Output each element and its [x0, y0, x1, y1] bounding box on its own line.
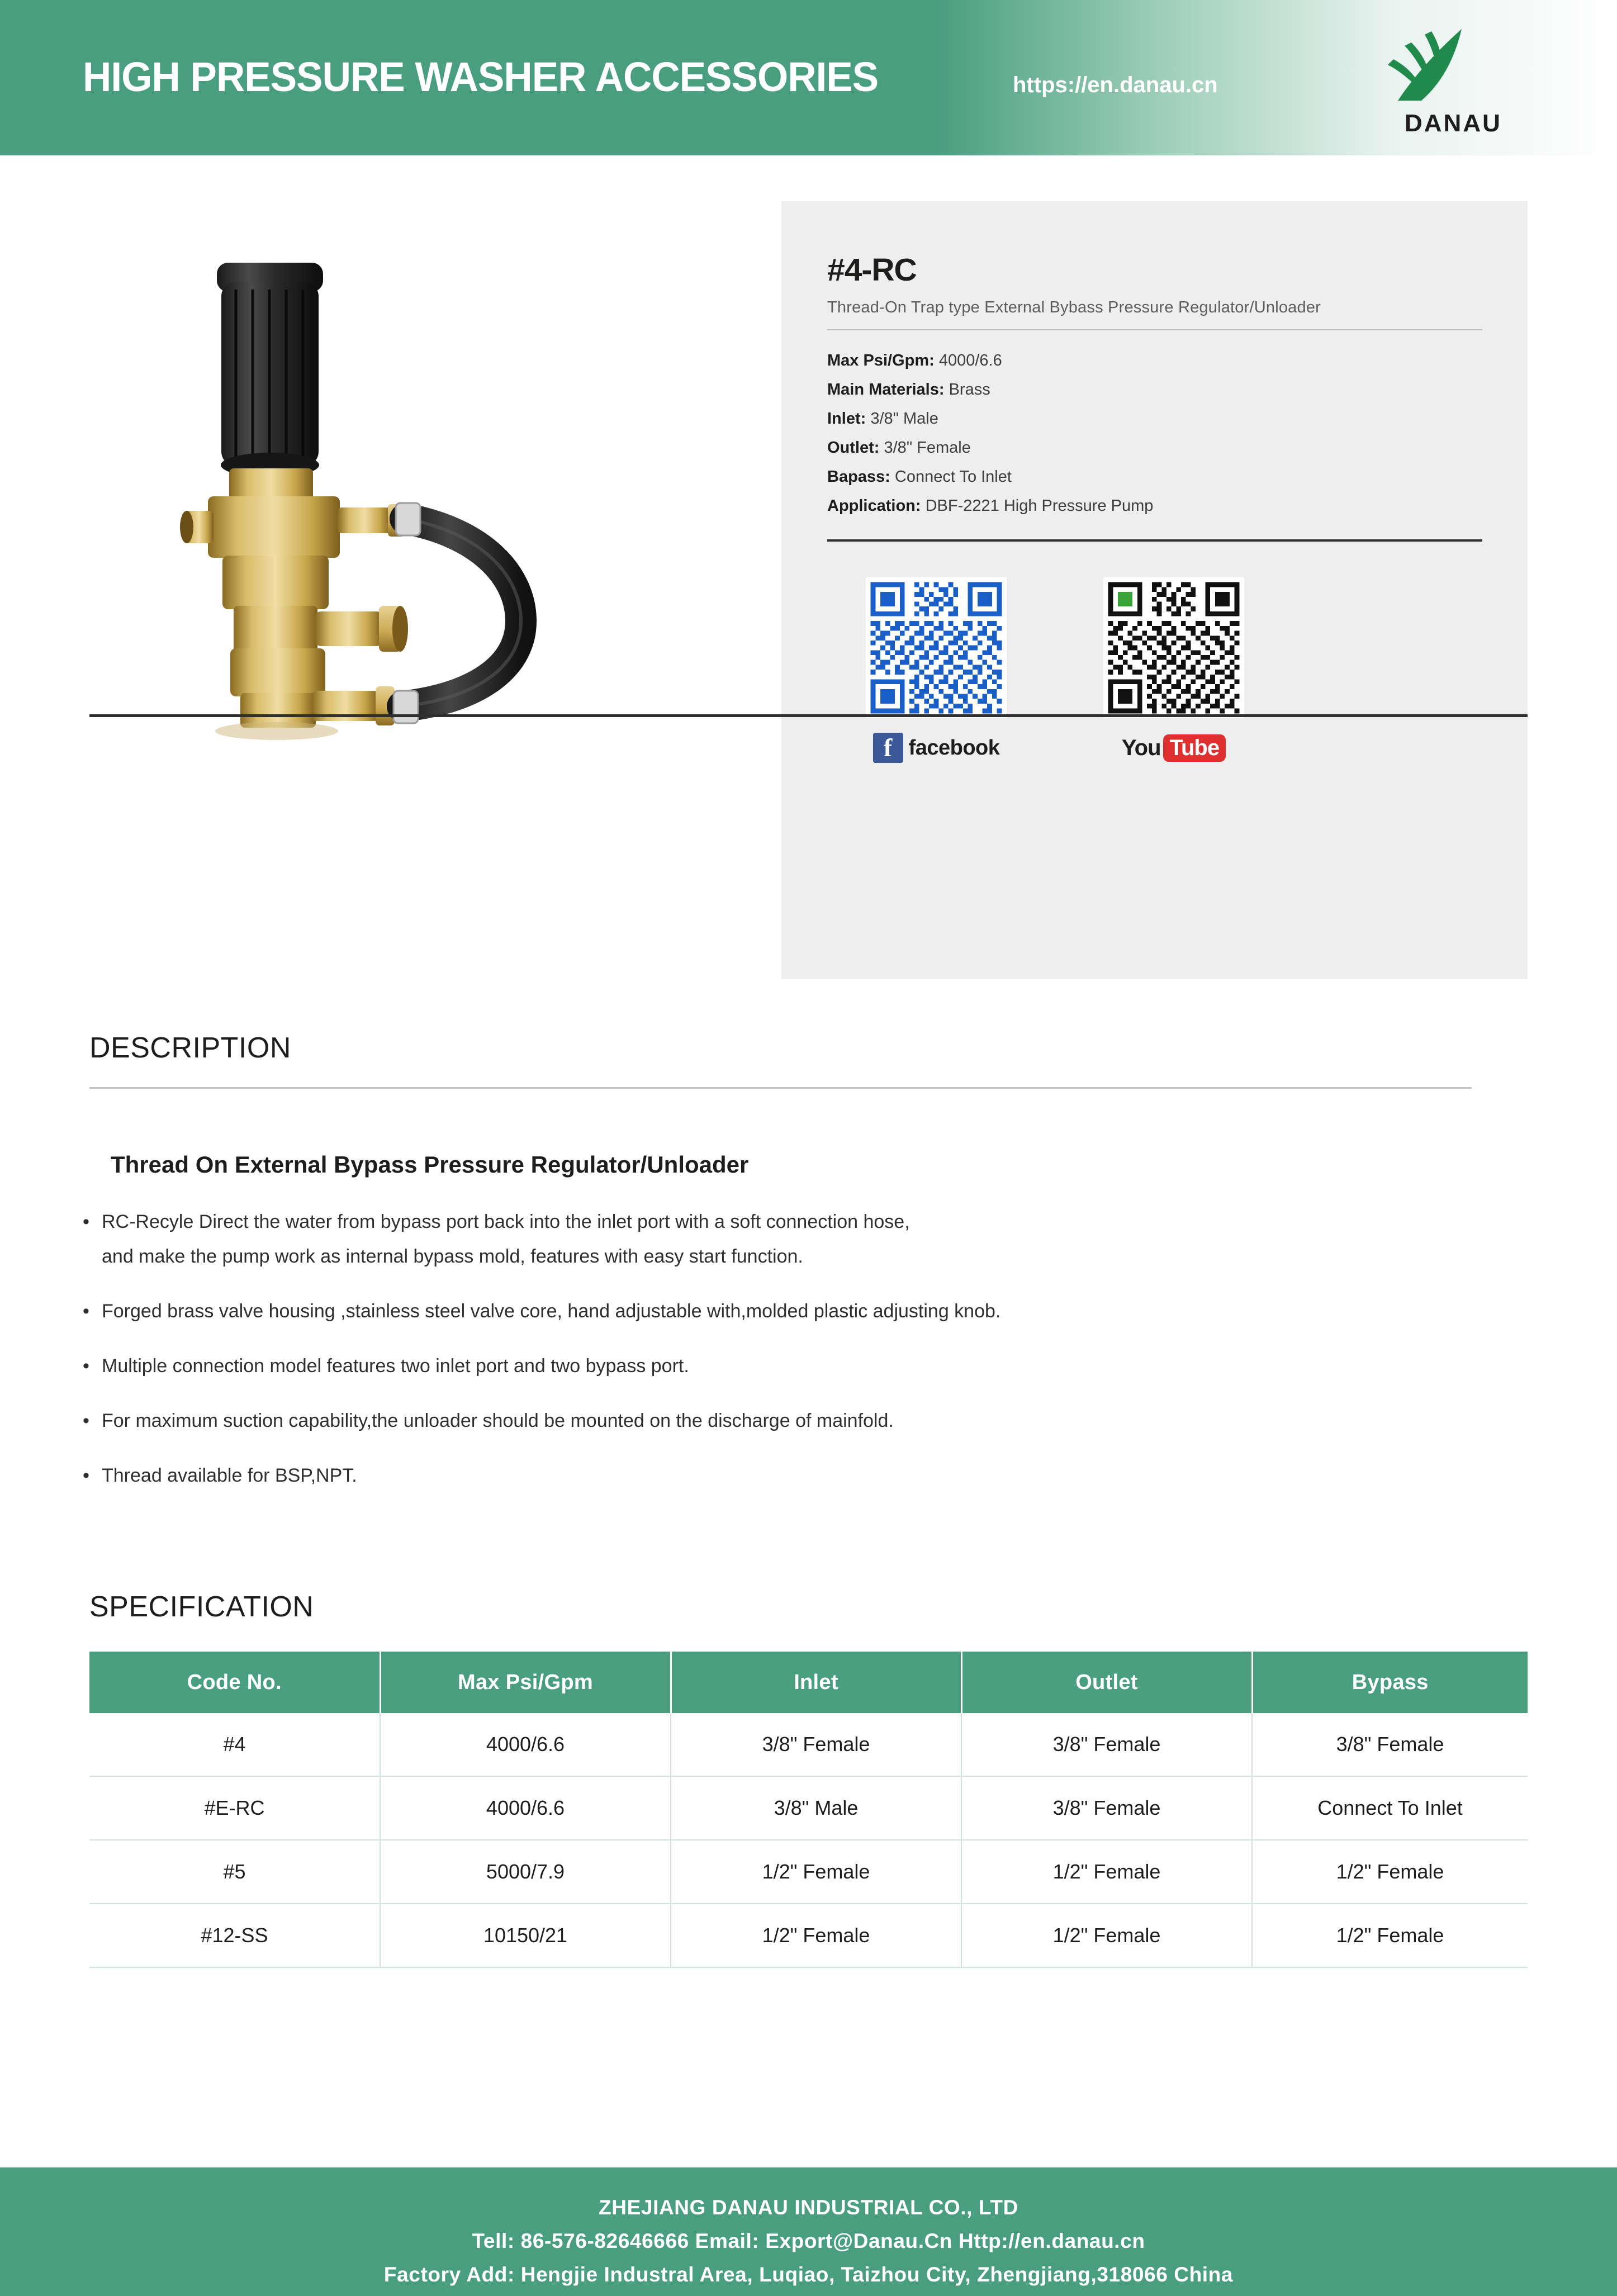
cell-max-psi-gpm: 4000/6.6 [380, 1776, 671, 1840]
spec-label: Bapass: [827, 468, 890, 486]
description-heading: Thread On External Bypass Pressure Regulator/Unloader [111, 1151, 749, 1178]
table-header-row [89, 1652, 1528, 1713]
description-bullets [83, 1204, 1480, 1513]
product-code: #4-RC [827, 252, 917, 288]
header-website-url[interactable]: https://en.danau.cn [1013, 73, 1218, 97]
column-header-inlet: Inlet [671, 1652, 961, 1713]
cell-outlet: 3/8" Female [961, 1713, 1252, 1776]
facebook-icon: f [873, 733, 903, 763]
product-spec-card [781, 201, 1528, 979]
cell-bypass: 1/2" Female [1252, 1840, 1528, 1904]
cell-inlet: 1/2" Female [671, 1840, 961, 1904]
column-header-outlet: Outlet [961, 1652, 1252, 1713]
column-header-max-psi-gpm: Max Psi/Gpm [380, 1652, 671, 1713]
cell-outlet: 3/8" Female [961, 1776, 1252, 1840]
spec-row [827, 491, 1482, 520]
cell-code-no: #5 [89, 1840, 380, 1904]
spec-label: Inlet: [827, 410, 866, 428]
table-row [89, 1904, 1528, 1967]
spec-label: Application: [827, 497, 921, 515]
table-row [89, 1840, 1528, 1904]
cell-outlet: 1/2" Female [961, 1840, 1252, 1904]
cell-code-no: #4 [89, 1713, 380, 1776]
social-links [827, 577, 1482, 765]
list-item [83, 1204, 1480, 1274]
description-rule [89, 1087, 1472, 1089]
bullet-text-line2: and make the pump work as internal bypass mold, features with easy start function. [102, 1246, 803, 1267]
cell-max-psi-gpm: 5000/7.9 [380, 1840, 671, 1904]
youtube-badge[interactable] [1122, 730, 1226, 765]
cell-bypass: Connect To Inlet [1252, 1776, 1528, 1840]
card-divider-top [827, 329, 1482, 330]
bullet-text-line1: Multiple connection model features two inlet port and two bypass port. [102, 1355, 689, 1377]
bullet-icon: • [83, 1355, 89, 1377]
cell-code-no: #12-SS [89, 1904, 380, 1967]
brand-logo-text: DANAU [1405, 110, 1502, 137]
cell-bypass: 1/2" Female [1252, 1904, 1528, 1967]
list-item [83, 1294, 1480, 1329]
footer-address: Factory Add: Hengjie Industral Area, Luqiao, Taizhou City, Zhengjiang,318066 China [383, 2263, 1234, 2286]
section-divider [89, 714, 1528, 717]
spec-row [827, 375, 1482, 404]
spec-label: Main Materials: [827, 381, 945, 399]
table-row [89, 1713, 1528, 1776]
spec-row [827, 462, 1482, 491]
specification-section-title: SPECIFICATION [89, 1591, 314, 1623]
spec-value: Brass [949, 381, 990, 399]
youtube-label: You [1121, 735, 1161, 760]
table-row [89, 1776, 1528, 1840]
card-divider-bottom [827, 539, 1482, 542]
product-section [0, 155, 1617, 882]
spec-value: DBF-2221 High Pressure Pump [925, 497, 1154, 515]
youtube-qr-code[interactable] [1103, 577, 1244, 718]
cell-max-psi-gpm: 10150/21 [380, 1904, 671, 1967]
bullet-text-line1: Thread available for BSP,NPT. [102, 1465, 357, 1486]
bullet-text-line1: Forged brass valve housing ,stainless steel valve core, hand adjustable with,molded plastic adjusting knob. [102, 1301, 1001, 1322]
column-header-bypass: Bypass [1252, 1652, 1528, 1713]
cell-inlet: 1/2" Female [671, 1904, 961, 1967]
footer-contact: Tell: 86-576-82646666 Email: Export@Danau.Cn Http://en.danau.cn [472, 2229, 1145, 2252]
danau-logo-icon [1378, 27, 1490, 105]
spec-value: 3/8" Male [870, 410, 938, 428]
spec-value: 3/8" Female [884, 439, 971, 457]
cell-bypass: 3/8" Female [1252, 1713, 1528, 1776]
facebook-block[interactable] [861, 577, 1012, 765]
cell-inlet: 3/8" Female [671, 1713, 961, 1776]
bullet-text-line1: For maximum suction capability,the unloader should be mounted on the discharge of mainfold. [102, 1410, 894, 1431]
spec-row [827, 404, 1482, 433]
spec-label: Outlet: [827, 439, 880, 457]
list-item [83, 1458, 1480, 1493]
cell-max-psi-gpm: 4000/6.6 [380, 1713, 671, 1776]
spec-value: 4000/6.6 [938, 352, 1002, 369]
cell-outlet: 1/2" Female [961, 1904, 1252, 1967]
brand-logo [1311, 27, 1529, 137]
footer-company-name: ZHEJIANG DANAU INDUSTRIAL CO., LTD [599, 2196, 1018, 2219]
page-footer [0, 2167, 1617, 2296]
spec-row [827, 433, 1482, 462]
spec-row [827, 346, 1482, 375]
product-spec-list [827, 346, 1482, 520]
facebook-qr-code[interactable] [866, 577, 1007, 718]
list-item [83, 1349, 1480, 1383]
bullet-icon: • [83, 1465, 89, 1486]
product-photo [89, 228, 766, 832]
facebook-badge[interactable] [873, 730, 1000, 765]
page-title: HIGH PRESSURE WASHER ACCESSORIES [83, 54, 879, 100]
column-header-code-no: Code No. [89, 1652, 380, 1713]
youtube-icon: Tube [1163, 734, 1226, 762]
facebook-label: facebook [908, 736, 1000, 760]
youtube-block[interactable] [1098, 577, 1249, 765]
bullet-icon: • [83, 1211, 89, 1232]
bullet-text-line1: RC-Recyle Direct the water from bypass port back into the inlet port with a soft connection hose, [102, 1211, 910, 1232]
specification-table [89, 1652, 1528, 1968]
spec-label: Max Psi/Gpm: [827, 352, 935, 369]
list-item [83, 1403, 1480, 1438]
bullet-icon: • [83, 1410, 89, 1431]
cell-code-no: #E-RC [89, 1776, 380, 1840]
spec-value: Connect To Inlet [894, 468, 1012, 486]
description-section-title: DESCRIPTION [89, 1032, 291, 1064]
product-subtitle: Thread-On Trap type External Bybass Pressure Regulator/Unloader [827, 298, 1321, 316]
page-header [0, 0, 1617, 155]
bullet-icon: • [83, 1301, 89, 1322]
cell-inlet: 3/8" Male [671, 1776, 961, 1840]
